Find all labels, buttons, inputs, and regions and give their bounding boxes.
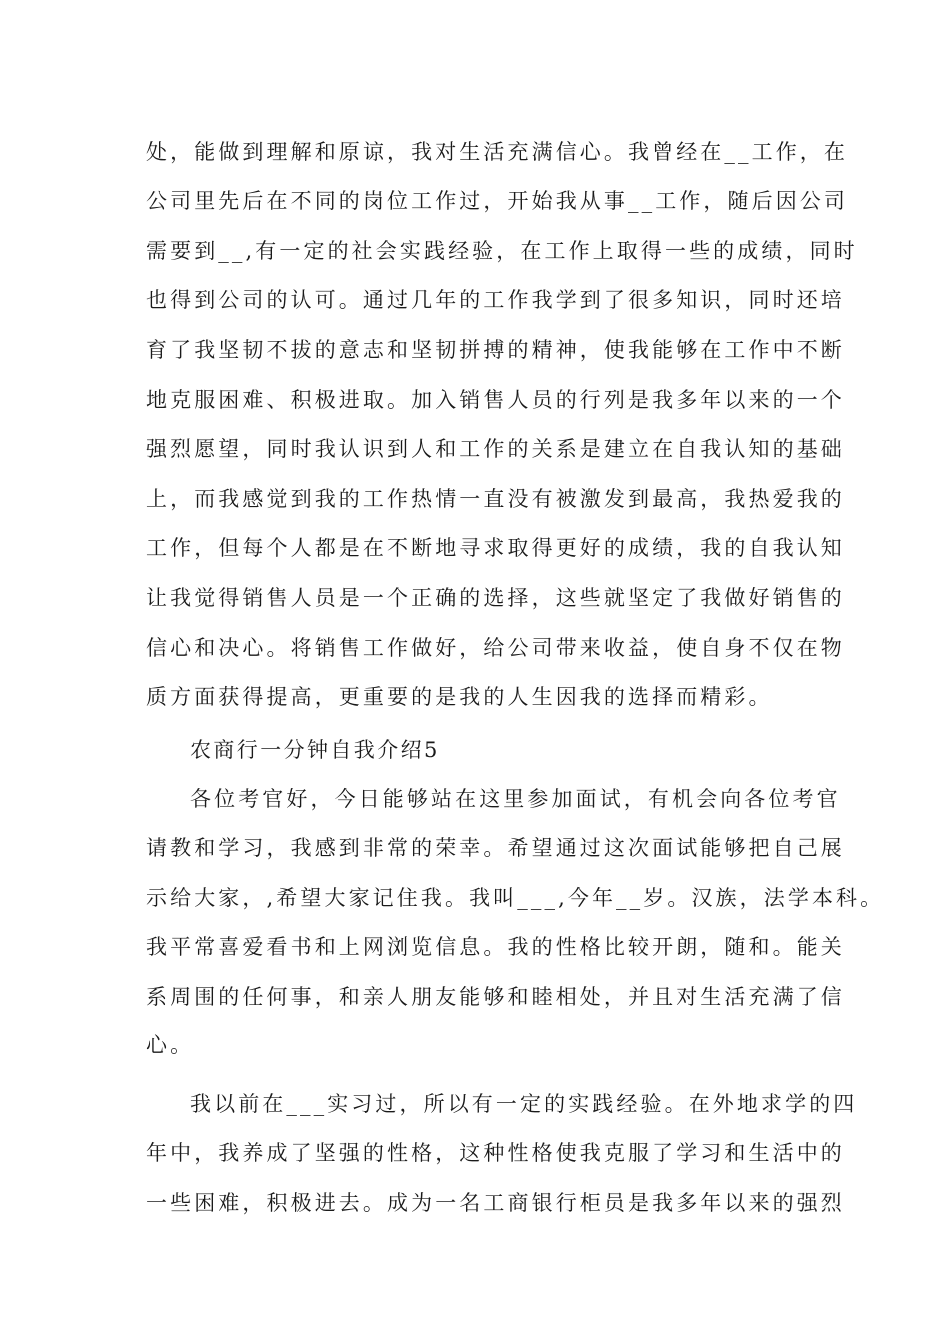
paragraph-line: 处，能做到理解和原谅，我对生活充满信心。我曾经在__工作，在: [146, 140, 848, 164]
paragraph-line: 系周围的任何事，和亲人朋友能够和睦相处，并且对生活充满了信: [146, 985, 845, 1009]
paragraph-line: 请教和学习，我感到非常的荣幸。希望通过这次面试能够把自己展: [146, 836, 845, 860]
paragraph-line: 地克服困难、积极进取。加入销售人员的行列是我多年以来的一个: [146, 388, 845, 412]
paragraph-line: 质方面获得提高，更重要的是我的人生因我的选择而精彩。: [146, 685, 773, 709]
paragraph-line: 上，而我感觉到我的工作热情一直没有被激发到最高，我热爱我的: [146, 487, 845, 511]
section-heading: 农商行一分钟自我介绍5: [190, 738, 440, 762]
paragraph-line: 心。: [146, 1033, 195, 1057]
paragraph-line: 示给大家，,希望大家记住我。我叫___,今年__岁。汉族，法学本科。: [146, 886, 885, 910]
paragraph-line: 也得到公司的认可。通过几年的工作我学到了很多知识，同时还培: [146, 288, 845, 312]
paragraph-line: 需要到__,有一定的社会实践经验，在工作上取得一些的成绩，同时: [146, 239, 858, 263]
paragraph-line: 工作，但每个人都是在不断地寻求取得更好的成绩，我的自我认知: [146, 536, 845, 560]
paragraph-line: 我平常喜爱看书和上网浏览信息。我的性格比较开朗，随和。能关: [146, 935, 845, 959]
paragraph-line: 各位考官好，今日能够站在这里参加面试，有机会向各位考官: [190, 787, 841, 811]
paragraph-line: 我以前在___实习过，所以有一定的实践经验。在外地求学的四: [190, 1092, 858, 1116]
paragraph-line: 信心和决心。将销售工作做好，给公司带来收益，使自身不仅在物: [146, 636, 845, 660]
paragraph-line: 强烈愿望，同时我认识到人和工作的关系是建立在自我认知的基础: [146, 437, 845, 461]
paragraph-line: 让我觉得销售人员是一个正确的选择，这些就坚定了我做好销售的: [146, 586, 845, 610]
paragraph-line: 公司里先后在不同的岗位工作过，开始我从事__工作，随后因公司: [146, 189, 848, 213]
paragraph-line: 育了我坚韧不拔的意志和坚韧拼搏的精神，使我能够在工作中不断: [146, 338, 845, 362]
paragraph-line: 一些困难，积极进去。成为一名工商银行柜员是我多年以来的强烈: [146, 1191, 845, 1215]
paragraph-line: 年中，我养成了坚强的性格，这种性格使我克服了学习和生活中的: [146, 1141, 845, 1165]
